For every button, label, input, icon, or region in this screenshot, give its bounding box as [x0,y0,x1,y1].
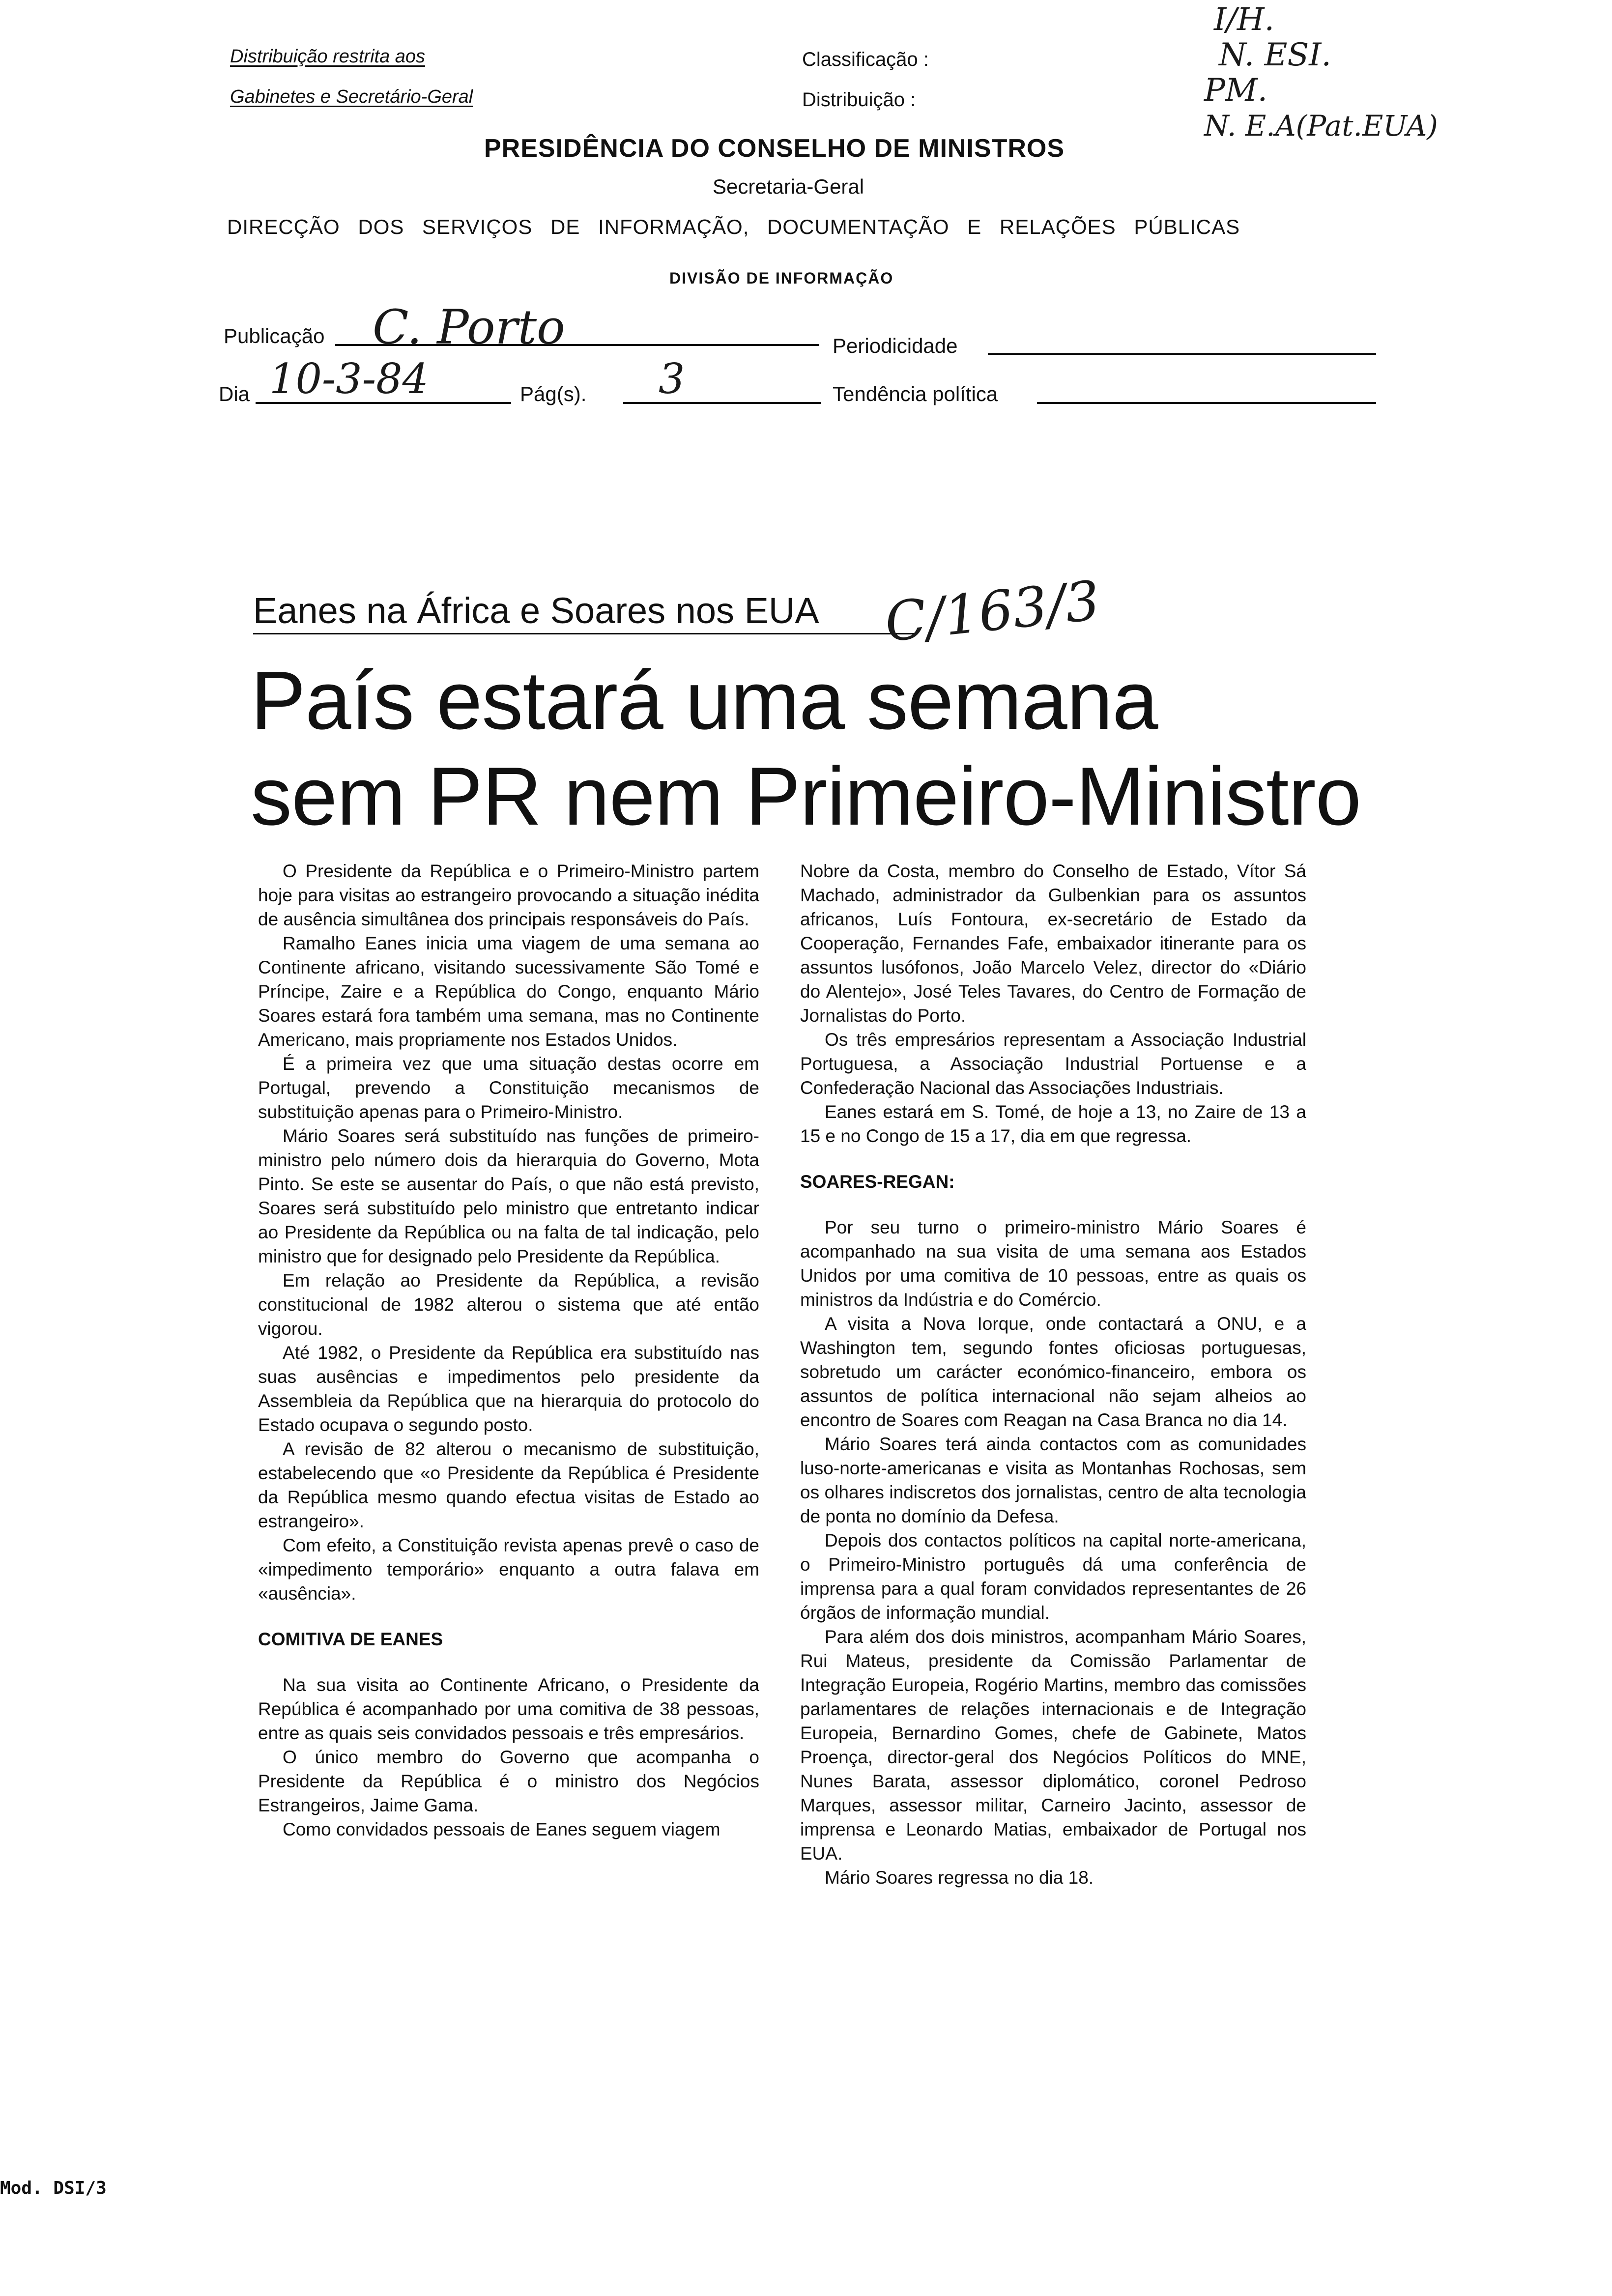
paragraph: Mário Soares será substituído nas funções de primeiro-ministro pelo número dois da hierarquia do Governo, Mota Pinto. Se este se ausentar do País, o que não está previsto, Soares será substituído pelo ministro que entretanto indicar ao Presidente da República ou na falta de tal indicação, pelo ministro que for designado pelo Presidente da República. [258,1126,759,1266]
paragraph: Nobre da Costa, membro do Conselho de Estado, Vítor Sá Machado, administrador da Gulbenkian para os assuntos africanos, Luís Fontoura, ex-secretário de Estado da Cooperação, Fernandes Fafe, embaixador itinerante para os assuntos lusófonos, João Marcelo Velez, director do «Diário do Alentejo», José Teles Tavares, do Centro de Formação de Jornalistas do Porto. [800,861,1306,1026]
periodicidade-line [988,353,1376,355]
paragraph: Eanes estará em S. Tomé, de hoje a 13, no Zaire de 13 a 15 e no Congo de 15 a 17, dia em que regressa. [800,1102,1306,1146]
archive-stamp: C/163/3 [882,569,1103,654]
classificacao-label: Classificação : [802,49,929,70]
corner-annotation-line-1: I/H. [1214,1,1274,38]
paragraph: Por seu turno o primeiro-ministro Mário Soares é acompanhado na sua visita de uma semana aos Estados Unidos por uma comitiva de 10 pessoas, entre as quais os ministros da Indústria e do Comércio. [800,1217,1306,1310]
subheading-soares-regan: SOARES-REGAN: [800,1172,955,1192]
pags-line [623,402,821,404]
paragraph: O único membro do Governo que acompanha o Presidente da República é o ministro dos Negócios Estrangeiros, Jaime Gama. [258,1747,759,1815]
paragraph: Mário Soares regressa no dia 18. [825,1867,1094,1888]
paragraph: Para além dos dois ministros, acompanham Mário Soares, Rui Mateus, presidente da Comissão Parlamentar de Integração Europeia, Rogério Martins, membro das comissões parlamentares de relações internacionais e de Integração Europeia, Bernardino Gomes, chefe de Gabinete, Matos Proença, director-geral dos Negócios Políticos do MNE, Nunes Barata, assessor diplomático, coronel Pedroso Marques, assessor militar, Carneiro Jacinto, assessor de imprensa e Leonardo Matias, embaixador de Portugal nos EUA. [800,1627,1306,1864]
direccao-label: DIRECÇÃO DOS SERVIÇOS DE INFORMAÇÃO, DOCUMENTAÇÃO E RELAÇÕES PÚBLICAS [227,215,1240,238]
paragraph: Como convidados pessoais de Eanes seguem viagem [283,1819,720,1839]
corner-annotation-line-4: N. E.A(Pat.EUA) [1204,109,1438,143]
subheading-comitiva: COMITIVA DE EANES [258,1629,443,1649]
distribuicao-label: Distribuição : [802,89,916,111]
pags-handwritten: 3 [659,355,685,403]
article-column-2 [800,859,1306,1890]
article-title-line-2: sem PR nem Primeiro-Ministro [251,750,1361,842]
tendencia-label: Tendência política [833,382,998,405]
publicacao-handwritten: C. Porto [373,300,565,355]
tendencia-line [1037,402,1376,404]
restriction-line-1: Distribuição restrita aos [230,46,426,67]
dia-label: Dia [219,382,250,405]
restriction-line-2: Gabinetes e Secretário-Geral [230,86,473,107]
paragraph: Os três empresários representam a Associação Industrial Portuguesa, a Associação Industrial Portuense e a Confederação Nacional das Associações Industriais. [800,1030,1306,1098]
paragraph: Em relação ao Presidente da República, a revisão constitucional de 1982 alterou o sistema que até então vigorou. [258,1270,759,1339]
divisao-label: DIVISÃO DE INFORMAÇÃO [669,269,894,287]
article-kicker: Eanes na África e Soares nos EUA [253,590,819,631]
publicacao-label: Publicação [224,324,325,347]
paragraph: É a primeira vez que uma situação destas ocorre em Portugal, prevendo a Constituição mecanismos de substituição apenas para o Primeiro-Ministro. [258,1054,759,1122]
organization-title: PRESIDÊNCIA DO CONSELHO DE MINISTROS [484,134,1065,163]
restriction-note [230,36,473,117]
paragraph: O Presidente da República e o Primeiro-Ministro partem hoje para visitas ao estrangeiro provocando a situação inédita de ausência simultânea dos principais responsáveis do País. [258,861,759,929]
paragraph: A revisão de 82 alterou o mecanismo de substituição, estabelecendo que «o Presidente da República é Presidente da República mesmo quando efectua visitas de Estado ao estrangeiro». [258,1439,759,1531]
paragraph: Ramalho Eanes inicia uma viagem de uma semana ao Continente africano, visitando sucessivamente São Tomé e Príncipe, Zaire e a República do Congo, enquanto Mário Soares estará fora também uma semana, mas no Continente Americano, mais propriamente nos Estados Unidos. [258,933,759,1050]
classification-block [802,39,929,120]
corner-annotation-line-3: PM. [1204,72,1267,109]
paragraph: Até 1982, o Presidente da República era substituído nas suas ausências e impedimentos pelo presidente da Assembleia da República que na hierarquia do protocolo do Estado ocupava o segundo posto. [258,1343,759,1435]
corner-annotation-line-2: N. ESI. [1219,37,1331,73]
paragraph: Com efeito, a Constituição revista apenas prevê o caso de «impedimento temporário» enquanto a outra falava em «ausência». [258,1535,759,1604]
periodicidade-label: Periodicidade [833,334,958,357]
pags-label: Pág(s). [520,382,587,405]
paragraph: Mário Soares terá ainda contactos com as comunidades luso-norte-americanas e visita as Montanhas Rochosas, sem os olhares indiscretos dos jornalistas, centro de alta tecnologia de ponta no domínio da Defesa. [800,1434,1306,1526]
paragraph: Na sua visita ao Continente Africano, o Presidente da República é acompanhado por uma comitiva de 38 pessoas, entre as quais seis convidados pessoais e três empresários. [258,1675,759,1743]
article-title-line-1: País estará uma semana [251,654,1158,746]
secretaria-label: Secretaria-Geral [713,175,864,198]
kicker-rule [253,633,917,634]
article-column-1 [258,859,759,1841]
form-code: Mod. DSI/3 [0,2178,107,2198]
dia-handwritten: 10-3-84 [269,355,429,403]
paragraph: A visita a Nova Iorque, onde contactará a ONU, e a Washington tem, segundo fontes oficiosas portuguesas, sobretudo um carácter económico-financeiro, embora os assuntos de política internacional não sejam alheios ao encontro de Soares com Reagan na Casa Branca no dia 14. [800,1314,1306,1430]
paragraph: Depois dos contactos políticos na capital norte-americana, o Primeiro-Ministro português dá uma conferência de imprensa para a qual foram convidados representantes de 26 órgãos de informação mundial. [800,1530,1306,1623]
corner-annotation [1204,2,1438,144]
